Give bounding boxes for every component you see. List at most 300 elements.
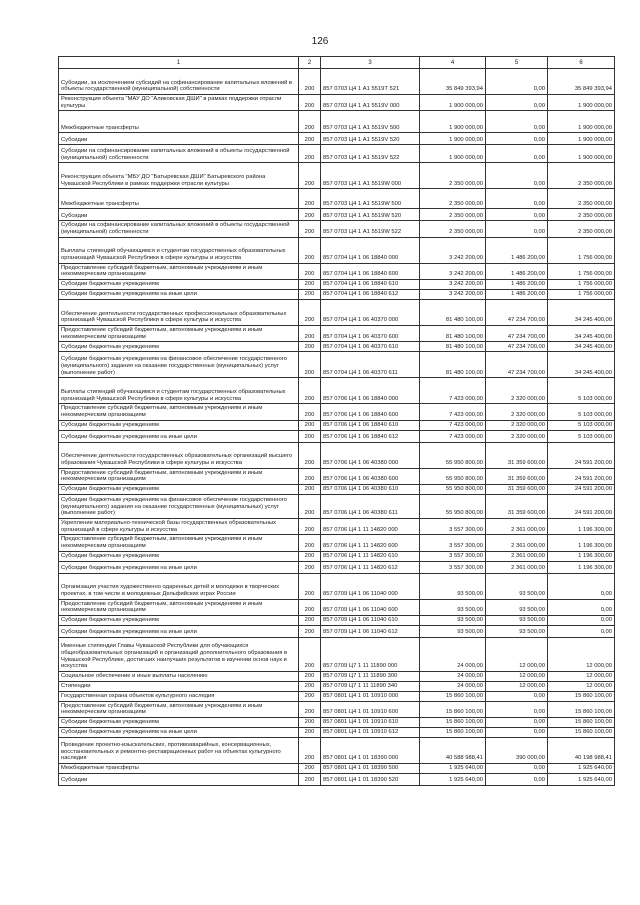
row-amount-col5: 31 359 600,00 bbox=[486, 484, 548, 494]
row-amount-col6: 1 900 000,00 bbox=[548, 133, 615, 145]
row-amount-total: 81 480 100,00 bbox=[420, 299, 486, 325]
row-description: Предоставление субсидий бюджетным, автономным учреждениям и иным некоммерческим организациям bbox=[59, 404, 299, 420]
table-row bbox=[59, 289, 615, 299]
row-budget-classification: 857 0706 Ц4 1 11 14820 612 bbox=[321, 561, 420, 573]
table-row bbox=[59, 691, 615, 701]
column-header: 4 bbox=[420, 57, 486, 69]
row-amount-col5: 93 500,00 bbox=[486, 615, 548, 625]
row-amount-total: 15 860 100,00 bbox=[420, 728, 486, 738]
row-budget-classification: 857 0801 Ц4 1 01 10910 610 bbox=[321, 718, 420, 728]
row-amount-col5: 0,00 bbox=[486, 145, 548, 163]
row-budget-classification: 857 0703 Ц4 1 А1 5519Т 521 bbox=[321, 69, 420, 95]
table-row bbox=[59, 599, 615, 615]
row-description: Субсидии бюджетным учреждениям на финансовое обеспечение государственного (муниципального) задания на оказание государственных (муниципальных) услуг (выполнение работ) bbox=[59, 494, 299, 518]
row-budget-classification: 857 0706 Ц4 1 06 18840 612 bbox=[321, 430, 420, 442]
row-line-code: 200 bbox=[299, 342, 321, 352]
table-row bbox=[59, 189, 615, 209]
row-line-code: 200 bbox=[299, 599, 321, 615]
row-line-code: 200 bbox=[299, 494, 321, 518]
row-amount-total: 55 950 800,00 bbox=[420, 468, 486, 484]
row-amount-col6: 15 860 100,00 bbox=[548, 728, 615, 738]
table-row bbox=[59, 111, 615, 133]
row-amount-col6: 5 103 000,00 bbox=[548, 420, 615, 430]
row-description: Субсидии бюджетным учреждениям на финансовое обеспечение государственного (муниципального) задания на оказание государственных (муниципальных) услуг (выполнение работ) bbox=[59, 352, 299, 378]
table-row bbox=[59, 764, 615, 774]
row-amount-total: 93 500,00 bbox=[420, 599, 486, 615]
row-amount-col5: 93 500,00 bbox=[486, 625, 548, 637]
row-description: Реконструкция объекта "МБУ ДО "Батыревская ДШИ" Батыревского района Чувашской Республики в рамках поддержки отрасли культуры bbox=[59, 163, 299, 189]
row-amount-col6: 2 350 000,00 bbox=[548, 163, 615, 189]
row-amount-total: 55 950 800,00 bbox=[420, 484, 486, 494]
row-budget-classification: 857 0709 Ц7 1 11 11890 300 bbox=[321, 671, 420, 681]
table-row bbox=[59, 573, 615, 599]
row-amount-col6: 15 860 100,00 bbox=[548, 701, 615, 717]
row-line-code: 200 bbox=[299, 279, 321, 289]
row-amount-total: 2 350 000,00 bbox=[420, 221, 486, 237]
row-description: Межбюджетные трансферты bbox=[59, 111, 299, 133]
row-amount-col5: 12 000,00 bbox=[486, 671, 548, 681]
row-amount-total: 93 500,00 bbox=[420, 615, 486, 625]
row-description: Субсидии bbox=[59, 774, 299, 786]
row-description: Субсидии на софинансирование капитальных вложений в объекты государственной (муниципальной) собственности bbox=[59, 221, 299, 237]
row-line-code: 200 bbox=[299, 237, 321, 263]
row-amount-total: 81 480 100,00 bbox=[420, 352, 486, 378]
row-budget-classification: 857 0703 Ц4 1 А1 5519W 500 bbox=[321, 189, 420, 209]
row-amount-total: 7 423 000,00 bbox=[420, 420, 486, 430]
row-amount-col5: 0,00 bbox=[486, 95, 548, 111]
row-amount-col6: 34 245 400,00 bbox=[548, 342, 615, 352]
row-line-code: 200 bbox=[299, 681, 321, 691]
row-description: Субсидии, за исключением субсидий на софинансирование капитальных вложений в объекты государственной (муниципальной) собственности bbox=[59, 69, 299, 95]
row-amount-total: 2 350 000,00 bbox=[420, 163, 486, 189]
table-header-row bbox=[59, 57, 615, 69]
row-amount-col6: 12 000,00 bbox=[548, 681, 615, 691]
row-amount-col5: 2 361 000,00 bbox=[486, 561, 548, 573]
row-budget-classification: 857 0706 Ц4 1 11 14820 000 bbox=[321, 518, 420, 534]
row-budget-classification: 857 0706 Ц4 1 06 18840 610 bbox=[321, 420, 420, 430]
row-description: Обеспечение деятельности государственных образовательных организаций высшего образования Чувашской Республики в сфере культуры и искусства bbox=[59, 442, 299, 468]
row-line-code: 200 bbox=[299, 573, 321, 599]
row-budget-classification: 857 0801 Ц4 1 01 18390 000 bbox=[321, 738, 420, 764]
row-description: Обеспечение деятельности государственных профессиональных образовательных организаций Чувашской Республики в сфере культуры и искусства bbox=[59, 299, 299, 325]
table-row bbox=[59, 263, 615, 279]
row-amount-col5: 2 320 000,00 bbox=[486, 420, 548, 430]
row-amount-col5: 0,00 bbox=[486, 718, 548, 728]
row-amount-col5: 93 500,00 bbox=[486, 573, 548, 599]
row-amount-col5: 47 234 700,00 bbox=[486, 352, 548, 378]
row-line-code: 200 bbox=[299, 671, 321, 681]
row-amount-col6: 24 591 200,00 bbox=[548, 484, 615, 494]
row-amount-total: 1 900 000,00 bbox=[420, 111, 486, 133]
table-row bbox=[59, 728, 615, 738]
row-amount-col5: 2 361 000,00 bbox=[486, 551, 548, 561]
row-description: Именные стипендии Главы Чувашской Республики для обучающихся общеобразовательных организаций и организаций дополнительного образования в Чувашской Республике, достигших наилучших результатов в изучении основ наук и искусства bbox=[59, 637, 299, 671]
row-amount-col5: 2 320 000,00 bbox=[486, 378, 548, 404]
row-amount-total: 3 242 200,00 bbox=[420, 263, 486, 279]
row-amount-col5: 2 361 000,00 bbox=[486, 518, 548, 534]
row-budget-classification: 857 0703 Ц4 1 А1 5519V 520 bbox=[321, 133, 420, 145]
row-budget-classification: 857 0703 Ц4 1 А1 5519W 522 bbox=[321, 221, 420, 237]
table-row bbox=[59, 209, 615, 221]
column-header: 3 bbox=[321, 57, 420, 69]
row-amount-col5: 0,00 bbox=[486, 221, 548, 237]
row-budget-classification: 857 0703 Ц4 1 А1 5519V 522 bbox=[321, 145, 420, 163]
row-budget-classification: 857 0704 Ц4 1 06 40370 000 bbox=[321, 299, 420, 325]
table-row bbox=[59, 494, 615, 518]
row-description: Предоставление субсидий бюджетным, автономным учреждениям и иным некоммерческим организациям bbox=[59, 468, 299, 484]
row-amount-total: 15 860 100,00 bbox=[420, 701, 486, 717]
row-line-code: 200 bbox=[299, 430, 321, 442]
row-amount-col5: 31 359 600,00 bbox=[486, 494, 548, 518]
row-amount-total: 40 588 988,41 bbox=[420, 738, 486, 764]
row-budget-classification: 857 0703 Ц4 1 А1 5519V 500 bbox=[321, 111, 420, 133]
row-amount-col5: 2 320 000,00 bbox=[486, 430, 548, 442]
row-line-code: 200 bbox=[299, 738, 321, 764]
row-budget-classification: 857 0709 Ц7 1 11 11890 000 bbox=[321, 637, 420, 671]
row-budget-classification: 857 0709 Ц7 1 11 11890 340 bbox=[321, 681, 420, 691]
row-budget-classification: 857 0706 Ц4 1 06 40380 600 bbox=[321, 468, 420, 484]
table-row bbox=[59, 95, 615, 111]
row-amount-col5: 0,00 bbox=[486, 69, 548, 95]
row-amount-col5: 1 486 200,00 bbox=[486, 279, 548, 289]
row-amount-col6: 1 900 000,00 bbox=[548, 145, 615, 163]
table-body bbox=[59, 69, 615, 786]
row-amount-col6: 5 103 000,00 bbox=[548, 378, 615, 404]
table-row bbox=[59, 701, 615, 717]
row-amount-col6: 1 925 640,00 bbox=[548, 764, 615, 774]
row-line-code: 200 bbox=[299, 145, 321, 163]
row-amount-total: 3 557 300,00 bbox=[420, 561, 486, 573]
row-budget-classification: 857 0801 Ц4 1 01 10910 612 bbox=[321, 728, 420, 738]
row-amount-total: 55 950 800,00 bbox=[420, 442, 486, 468]
row-description: Субсидии бюджетным учреждениям bbox=[59, 484, 299, 494]
table-row bbox=[59, 718, 615, 728]
row-amount-col5: 1 486 200,00 bbox=[486, 289, 548, 299]
row-budget-classification: 857 0801 Ц4 1 01 10910 000 bbox=[321, 691, 420, 701]
row-amount-total: 7 423 000,00 bbox=[420, 378, 486, 404]
row-description: Предоставление субсидий бюджетным, автономным учреждениям и иным некоммерческим организациям bbox=[59, 599, 299, 615]
table-row bbox=[59, 221, 615, 237]
row-amount-total: 1 900 000,00 bbox=[420, 95, 486, 111]
row-line-code: 200 bbox=[299, 468, 321, 484]
row-amount-col5: 12 000,00 bbox=[486, 681, 548, 691]
row-description: Предоставление субсидий бюджетным, автономным учреждениям и иным некоммерческим организациям bbox=[59, 535, 299, 551]
row-amount-total: 1 925 640,00 bbox=[420, 774, 486, 786]
table-row bbox=[59, 133, 615, 145]
row-amount-col6: 1 900 000,00 bbox=[548, 95, 615, 111]
table-row bbox=[59, 404, 615, 420]
row-amount-col5: 47 234 700,00 bbox=[486, 325, 548, 341]
table-row bbox=[59, 484, 615, 494]
row-amount-total: 1 900 000,00 bbox=[420, 133, 486, 145]
row-amount-total: 93 500,00 bbox=[420, 573, 486, 599]
row-amount-col5: 1 486 200,00 bbox=[486, 237, 548, 263]
row-description: Субсидии на софинансирование капитальных вложений в объекты государственной (муниципальной) собственности bbox=[59, 145, 299, 163]
row-budget-classification: 857 0709 Ц4 1 06 11040 000 bbox=[321, 573, 420, 599]
column-header: 6 bbox=[548, 57, 615, 69]
row-budget-classification: 857 0706 Ц4 1 06 40380 000 bbox=[321, 442, 420, 468]
row-line-code: 200 bbox=[299, 774, 321, 786]
row-amount-col6: 5 103 000,00 bbox=[548, 430, 615, 442]
row-budget-classification: 857 0704 Ц4 1 06 40370 610 bbox=[321, 342, 420, 352]
table-row bbox=[59, 625, 615, 637]
row-description: Субсидии бюджетным учреждениям на иные цели bbox=[59, 625, 299, 637]
row-amount-col5: 0,00 bbox=[486, 189, 548, 209]
table-row bbox=[59, 69, 615, 95]
table-row bbox=[59, 637, 615, 671]
row-description: Субсидии бюджетным учреждениям на иные цели bbox=[59, 430, 299, 442]
row-budget-classification: 857 0704 Ц4 1 06 18840 612 bbox=[321, 289, 420, 299]
row-budget-classification: 857 0706 Ц4 1 06 40380 610 bbox=[321, 484, 420, 494]
row-amount-col6: 2 350 000,00 bbox=[548, 209, 615, 221]
row-description: Предоставление субсидий бюджетным, автономным учреждениям и иным некоммерческим организациям bbox=[59, 701, 299, 717]
row-amount-total: 7 423 000,00 bbox=[420, 404, 486, 420]
row-line-code: 200 bbox=[299, 535, 321, 551]
row-description: Укрепление материально-технической базы государственных образовательных организаций в сфере культуры и искусства bbox=[59, 518, 299, 534]
row-description: Субсидии бюджетным учреждениям на иные цели bbox=[59, 728, 299, 738]
row-description: Предоставление субсидий бюджетным, автономным учреждениям и иным некоммерческим организациям bbox=[59, 325, 299, 341]
row-budget-classification: 857 0703 Ц4 1 А1 5519V 000 bbox=[321, 95, 420, 111]
table-row bbox=[59, 237, 615, 263]
table-row bbox=[59, 468, 615, 484]
row-line-code: 200 bbox=[299, 263, 321, 279]
row-line-code: 200 bbox=[299, 728, 321, 738]
row-line-code: 200 bbox=[299, 625, 321, 637]
table-row bbox=[59, 681, 615, 691]
row-line-code: 200 bbox=[299, 637, 321, 671]
row-description: Субсидии бюджетным учреждениям bbox=[59, 718, 299, 728]
row-budget-classification: 857 0706 Ц4 1 06 18840 000 bbox=[321, 378, 420, 404]
row-amount-col5: 12 000,00 bbox=[486, 637, 548, 671]
row-line-code: 200 bbox=[299, 764, 321, 774]
table-row bbox=[59, 420, 615, 430]
row-line-code: 200 bbox=[299, 551, 321, 561]
row-description: Субсидии бюджетным учреждениям bbox=[59, 279, 299, 289]
row-line-code: 200 bbox=[299, 404, 321, 420]
row-amount-total: 3 242 200,00 bbox=[420, 289, 486, 299]
row-amount-col6: 12 000,00 bbox=[548, 671, 615, 681]
row-amount-col6: 34 245 400,00 bbox=[548, 299, 615, 325]
table-row bbox=[59, 299, 615, 325]
row-line-code: 200 bbox=[299, 189, 321, 209]
table-row bbox=[59, 518, 615, 534]
row-amount-col6: 2 350 000,00 bbox=[548, 221, 615, 237]
row-description: Социальное обеспечение и иные выплаты населению bbox=[59, 671, 299, 681]
row-description: Субсидии бюджетным учреждениям bbox=[59, 342, 299, 352]
row-budget-classification: 857 0706 Ц4 1 11 14820 610 bbox=[321, 551, 420, 561]
row-description: Субсидии бюджетным учреждениям на иные цели bbox=[59, 561, 299, 573]
row-amount-total: 55 950 800,00 bbox=[420, 494, 486, 518]
row-amount-total: 24 000,00 bbox=[420, 681, 486, 691]
row-amount-col5: 0,00 bbox=[486, 728, 548, 738]
row-amount-col6: 15 860 100,00 bbox=[548, 691, 615, 701]
row-description: Государственная охрана объектов культурного наследия bbox=[59, 691, 299, 701]
row-amount-col6: 0,00 bbox=[548, 615, 615, 625]
row-budget-classification: 857 0706 Ц4 1 06 18840 600 bbox=[321, 404, 420, 420]
table-row bbox=[59, 774, 615, 786]
row-budget-classification: 857 0703 Ц4 1 А1 5519W 000 bbox=[321, 163, 420, 189]
row-description: Межбюджетные трансферты bbox=[59, 764, 299, 774]
row-line-code: 200 bbox=[299, 221, 321, 237]
row-line-code: 200 bbox=[299, 69, 321, 95]
row-amount-col6: 1 756 000,00 bbox=[548, 289, 615, 299]
row-amount-total: 24 000,00 bbox=[420, 637, 486, 671]
row-amount-total: 24 000,00 bbox=[420, 671, 486, 681]
row-amount-col5: 31 359 600,00 bbox=[486, 468, 548, 484]
row-line-code: 200 bbox=[299, 420, 321, 430]
row-amount-total: 1 900 000,00 bbox=[420, 145, 486, 163]
table-row bbox=[59, 561, 615, 573]
row-amount-total: 3 557 300,00 bbox=[420, 551, 486, 561]
row-budget-classification: 857 0703 Ц4 1 А1 5519W 520 bbox=[321, 209, 420, 221]
row-amount-total: 93 500,00 bbox=[420, 625, 486, 637]
row-amount-col5: 0,00 bbox=[486, 691, 548, 701]
row-description: Предоставление субсидий бюджетным, автономным учреждениям и иным некоммерческим организациям bbox=[59, 263, 299, 279]
row-amount-col5: 31 359 600,00 bbox=[486, 442, 548, 468]
row-line-code: 200 bbox=[299, 299, 321, 325]
row-description: Выплаты стипендий обучающимся и студентам государственных образовательных организаций Чувашской Республики в сфере культуры и искусства bbox=[59, 378, 299, 404]
row-description: Субсидии бюджетным учреждениям на иные цели bbox=[59, 289, 299, 299]
row-amount-col6: 1 900 000,00 bbox=[548, 111, 615, 133]
row-description: Субсидии бюджетным учреждениям bbox=[59, 615, 299, 625]
table-row bbox=[59, 551, 615, 561]
row-amount-col6: 1 196 300,00 bbox=[548, 551, 615, 561]
row-line-code: 200 bbox=[299, 561, 321, 573]
row-budget-classification: 857 0709 Ц4 1 06 11040 600 bbox=[321, 599, 420, 615]
row-description: Организация участия художественно одаренных детей и молодежи в творческих проектах, в том числе в молодежных Дельфийских играх России bbox=[59, 573, 299, 599]
row-budget-classification: 857 0704 Ц4 1 06 40370 611 bbox=[321, 352, 420, 378]
row-line-code: 200 bbox=[299, 163, 321, 189]
row-amount-total: 1 925 640,00 bbox=[420, 764, 486, 774]
row-amount-col6: 15 860 100,00 bbox=[548, 718, 615, 728]
row-amount-col6: 1 756 000,00 bbox=[548, 237, 615, 263]
table-row bbox=[59, 279, 615, 289]
row-description: Субсидии bbox=[59, 133, 299, 145]
row-line-code: 200 bbox=[299, 111, 321, 133]
row-line-code: 200 bbox=[299, 701, 321, 717]
row-amount-total: 2 350 000,00 bbox=[420, 209, 486, 221]
row-amount-col5: 0,00 bbox=[486, 764, 548, 774]
row-line-code: 200 bbox=[299, 518, 321, 534]
table-row bbox=[59, 342, 615, 352]
row-amount-col5: 93 500,00 bbox=[486, 599, 548, 615]
row-amount-col6: 35 849 393,94 bbox=[548, 69, 615, 95]
row-amount-col5: 2 361 000,00 bbox=[486, 535, 548, 551]
row-amount-col6: 2 350 000,00 bbox=[548, 189, 615, 209]
row-description: Субсидии бюджетным учреждениям bbox=[59, 420, 299, 430]
row-amount-col6: 40 198 988,41 bbox=[548, 738, 615, 764]
row-amount-total: 2 350 000,00 bbox=[420, 189, 486, 209]
row-description: Стипендии bbox=[59, 681, 299, 691]
column-header: 1 bbox=[59, 57, 299, 69]
row-amount-total: 3 557 300,00 bbox=[420, 535, 486, 551]
row-amount-col5: 0,00 bbox=[486, 774, 548, 786]
page-number: 126 bbox=[311, 36, 329, 47]
row-amount-total: 15 860 100,00 bbox=[420, 718, 486, 728]
row-line-code: 200 bbox=[299, 484, 321, 494]
row-budget-classification: 857 0704 Ц4 1 06 18840 000 bbox=[321, 237, 420, 263]
row-amount-total: 81 480 100,00 bbox=[420, 325, 486, 341]
row-line-code: 200 bbox=[299, 325, 321, 341]
row-amount-col5: 47 234 700,00 bbox=[486, 342, 548, 352]
row-amount-col6: 12 000,00 bbox=[548, 637, 615, 671]
budget-table bbox=[58, 56, 615, 786]
row-budget-classification: 857 0801 Ц4 1 01 18390 500 bbox=[321, 764, 420, 774]
row-budget-classification: 857 0801 Ц4 1 01 10910 600 bbox=[321, 701, 420, 717]
row-budget-classification: 857 0704 Ц4 1 06 18840 610 bbox=[321, 279, 420, 289]
table-row bbox=[59, 163, 615, 189]
row-amount-col6: 1 756 000,00 bbox=[548, 279, 615, 289]
row-description: Реконструкция объекта "МАУ ДО "Аликовская ДШИ" в рамках поддержки отрасли культуры bbox=[59, 95, 299, 111]
row-amount-col6: 0,00 bbox=[548, 625, 615, 637]
row-amount-col6: 0,00 bbox=[548, 599, 615, 615]
row-amount-col6: 1 196 300,00 bbox=[548, 518, 615, 534]
row-budget-classification: 857 0704 Ц4 1 06 18840 600 bbox=[321, 263, 420, 279]
row-budget-classification: 857 0709 Ц4 1 06 11040 610 bbox=[321, 615, 420, 625]
table-row bbox=[59, 738, 615, 764]
row-line-code: 200 bbox=[299, 718, 321, 728]
row-amount-col6: 1 196 300,00 bbox=[548, 535, 615, 551]
table-row bbox=[59, 442, 615, 468]
row-amount-total: 3 557 300,00 bbox=[420, 518, 486, 534]
row-amount-total: 81 480 100,00 bbox=[420, 342, 486, 352]
row-line-code: 200 bbox=[299, 691, 321, 701]
row-amount-col5: 2 320 000,00 bbox=[486, 404, 548, 420]
table-row bbox=[59, 378, 615, 404]
table-row bbox=[59, 671, 615, 681]
table-row bbox=[59, 430, 615, 442]
row-amount-total: 15 860 100,00 bbox=[420, 691, 486, 701]
row-budget-classification: 857 0801 Ц4 1 01 18390 520 bbox=[321, 774, 420, 786]
row-amount-col6: 1 196 300,00 bbox=[548, 561, 615, 573]
row-amount-col6: 34 245 400,00 bbox=[548, 325, 615, 341]
table-row bbox=[59, 352, 615, 378]
row-budget-classification: 857 0704 Ц4 1 06 40370 600 bbox=[321, 325, 420, 341]
row-amount-col6: 0,00 bbox=[548, 573, 615, 599]
row-amount-col6: 1 925 640,00 bbox=[548, 774, 615, 786]
row-description: Межбюджетные трансферты bbox=[59, 189, 299, 209]
table-row bbox=[59, 615, 615, 625]
row-amount-col6: 1 756 000,00 bbox=[548, 263, 615, 279]
row-description: Субсидии bbox=[59, 209, 299, 221]
row-amount-col6: 24 591 200,00 bbox=[548, 468, 615, 484]
column-header: 5 bbox=[486, 57, 548, 69]
row-line-code: 200 bbox=[299, 442, 321, 468]
row-amount-col5: 0,00 bbox=[486, 701, 548, 717]
row-amount-col5: 47 234 700,00 bbox=[486, 299, 548, 325]
row-amount-col5: 0,00 bbox=[486, 209, 548, 221]
row-description: Проведение проектно-изыскательских, противоаварийных, консервационных, восстановительных и ремонтно-реставрационных работ на объектах культурного наследия bbox=[59, 738, 299, 764]
row-line-code: 200 bbox=[299, 289, 321, 299]
table-row bbox=[59, 145, 615, 163]
row-amount-col6: 5 103 000,00 bbox=[548, 404, 615, 420]
row-line-code: 200 bbox=[299, 615, 321, 625]
row-line-code: 200 bbox=[299, 209, 321, 221]
row-line-code: 200 bbox=[299, 352, 321, 378]
row-amount-total: 7 423 000,00 bbox=[420, 430, 486, 442]
table-row bbox=[59, 535, 615, 551]
row-amount-col6: 24 591 200,00 bbox=[548, 494, 615, 518]
row-amount-total: 35 849 393,94 bbox=[420, 69, 486, 95]
row-description: Выплаты стипендий обучающимся и студентам государственных образовательных организаций Чувашской Республики в сфере культуры и искусства bbox=[59, 237, 299, 263]
row-amount-total: 3 242 200,00 bbox=[420, 237, 486, 263]
row-budget-classification: 857 0709 Ц4 1 06 11040 612 bbox=[321, 625, 420, 637]
row-amount-col5: 0,00 bbox=[486, 111, 548, 133]
row-amount-col6: 34 245 400,00 bbox=[548, 352, 615, 378]
table-row bbox=[59, 325, 615, 341]
row-amount-col5: 390 000,00 bbox=[486, 738, 548, 764]
row-line-code: 200 bbox=[299, 95, 321, 111]
